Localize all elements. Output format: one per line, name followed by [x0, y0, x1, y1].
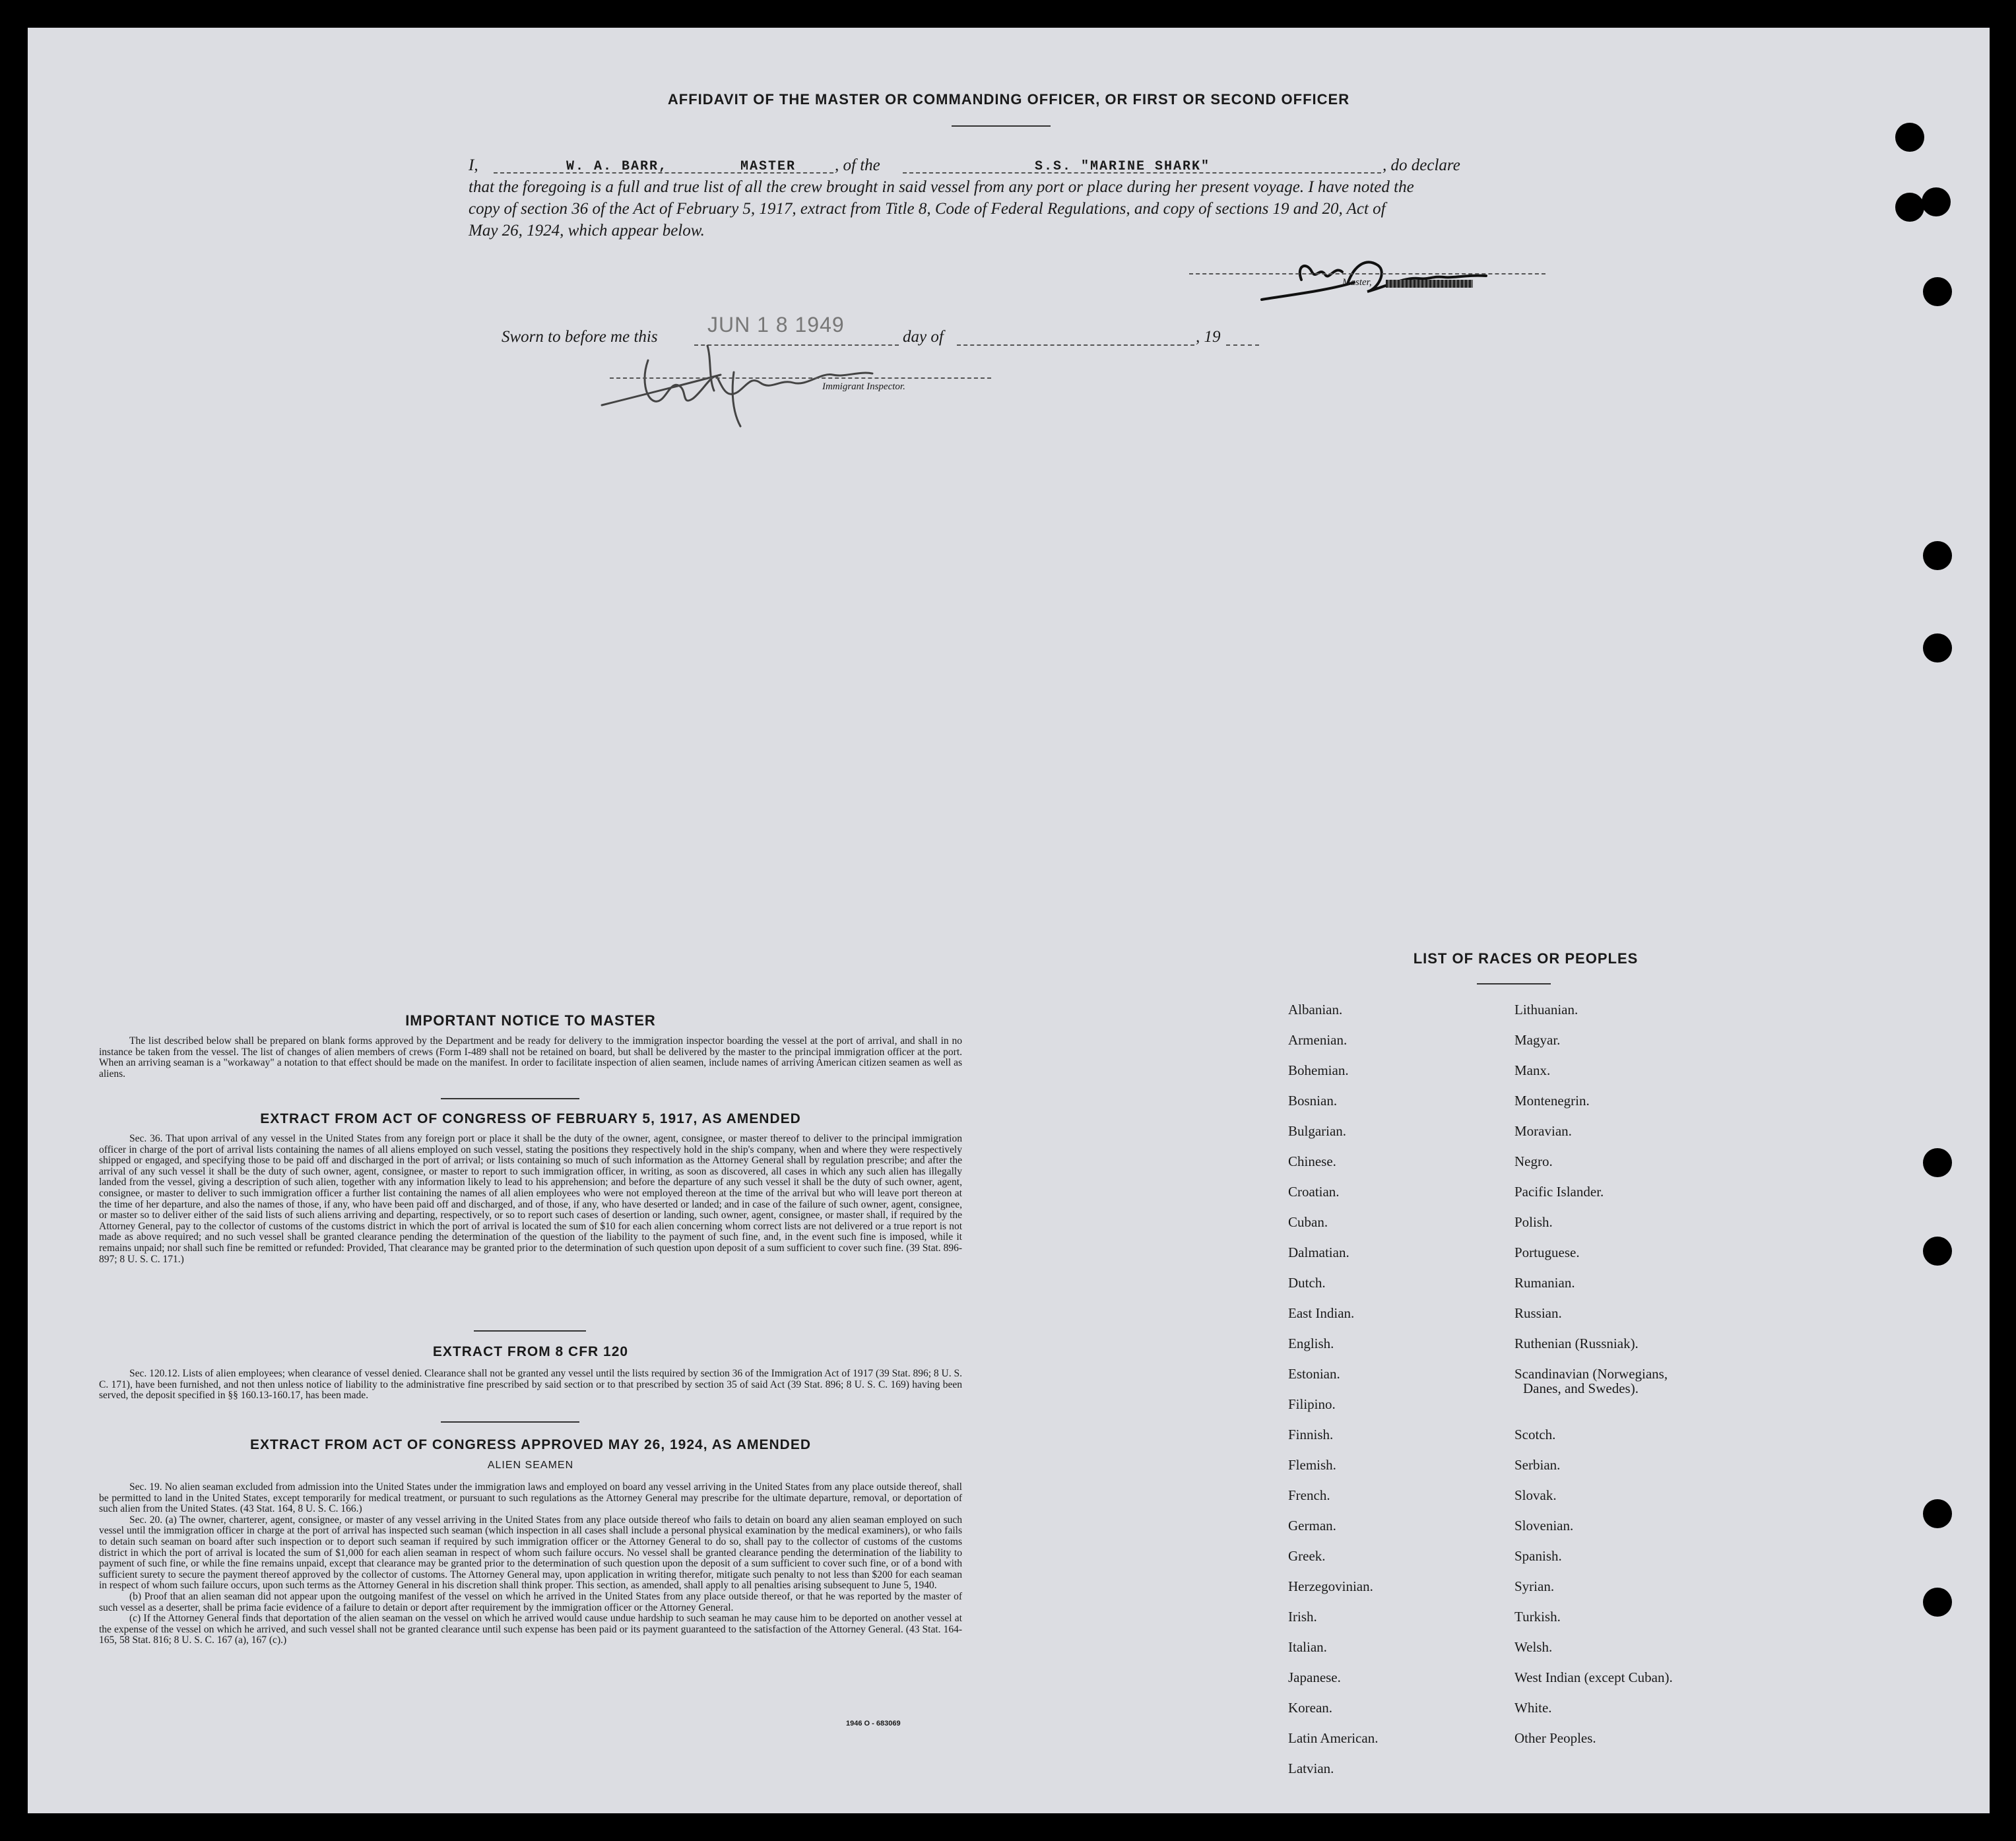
- race-item: Estonian.: [1288, 1366, 1340, 1382]
- race-item: Welsh.: [1514, 1639, 1553, 1655]
- race-item: Scandinavian (Norwegians,: [1514, 1366, 1668, 1382]
- race-item: Slovak.: [1514, 1487, 1557, 1503]
- punch-hole: [1922, 187, 1951, 216]
- punch-hole: [1923, 1148, 1952, 1177]
- race-item: East Indian.: [1288, 1305, 1355, 1321]
- race-item: Rumanian.: [1514, 1275, 1575, 1291]
- document-page: [28, 28, 1990, 1813]
- race-item: Bosnian.: [1288, 1093, 1338, 1109]
- year-blank: [1226, 344, 1259, 346]
- notice-text: The list described below shall be prepared on blank forms approved by the Department and be ready for delivery to the immigration inspector boarding the vessel at the port of arrival, and shall in no instance be taken from the vessel. The list of changes of alien members of crews (Form I-489 shall not be retained on board, but shall be delivered by the master to the principal immigration officer at the port. When an arriving seaman is a "workaway" a notation to that effect should be made on the manifest. In order to facilitate inspection of alien seamen, include names of arriving American citizen seamen as well as aliens.: [99, 1035, 962, 1080]
- extract-cfr-body: [99, 1369, 962, 1402]
- punch-hole: [1895, 193, 1924, 222]
- race-item: Turkish.: [1514, 1609, 1561, 1625]
- master-rank: MASTER: [740, 159, 797, 174]
- notice-body: [99, 1036, 962, 1080]
- race-item: Ruthenian (Russniak).: [1514, 1336, 1639, 1351]
- race-item: Dutch.: [1288, 1275, 1326, 1291]
- extract-cfr-text: Sec. 120.12. Lists of alien employees; when clearance of vessel denied. Clearance shall not be granted any vessel until the lists required by section 36 of the Immigration Act of 1917 (39 Stat. 896; 8 U. S. C. 171), have been furnished, and not then unless notice of liability to the administrative fine prescribed by said section or to that prescribed by section 35 of said Act (39 Stat. 896; 8 U. S. C. 169) having been served, the deposit specified in §§ 160.13-160.17, has been made.: [99, 1368, 962, 1402]
- section-divider: [441, 1421, 579, 1423]
- race-item: Portuguese.: [1514, 1244, 1580, 1260]
- race-item: Japanese.: [1288, 1669, 1341, 1685]
- race-item: Russian.: [1514, 1305, 1562, 1321]
- extract-1924-title: EXTRACT FROM ACT OF CONGRESS APPROVED MAY 26, 1924, AS AMENDED: [249, 1437, 812, 1452]
- sworn-label: Sworn to before me this: [502, 328, 658, 346]
- day-of-label: day of: [903, 328, 944, 346]
- date-stamp: JUN 1 8 1949: [707, 313, 845, 337]
- extract-1917-text: Sec. 36. That upon arrival of any vessel in the United States from any foreign port or place it shall be the duty of the owner, agent, consignee, or master thereof to deliver to the principal immigration officer in charge of the port of arrival lists containing the names of all aliens employed on such vessel, stating the positions they respectively hold in the ship's company, when and where they were respectively shipped or engaged, and specifying those to be paid off and discharged in the port of arrival; or lists containing so much of such information as the Attorney General shall by regulation prescribe; and after the arrival of any such vessel it shall be the duty of such owner, agent, consignee, or master to report to such immigration officer, in writing, as soon as discovered, all cases in which any such alien has illegally landed from the vessel, giving a description of such alien, together with any information likely to lead to his apprehension; and before the departure of any such vessel it shall be the duty of such owner, agent, consignee, or master to deliver to such immigration officer a further list containing the names of all alien employees who were not employed thereon at the time of the arrival but who will leave port thereon at the time of her departure, and also the names of those, if any, who have been paid off and discharged, and of those, if any, who have deserted or landed; and in case of the failure of such owner, agent, consignee, or master so to deliver either of the said lists of such aliens arriving and departing, respectively, or so to report such cases of desertion or landing, such owner, agent, consignee, or master shall, if required by the Attorney General, pay to the collector of customs of the customs district in which the port of arrival is located the sum of $10 for each alien concerning whom correct lists are not delivered or a true report is not made as above required; and no such vessel shall be granted clearance pending the determination of the question of the liability to the payment of such fine, and, in the event such fine is imposed, while it remains unpaid; nor shall such fine be remitted or refunded: Provided, That clearance may be granted prior to the determination of such question upon deposit of a sum sufficient to cover such fine. (39 Stat. 896-897; 8 U. S. C. 171.): [99, 1133, 962, 1265]
- month-blank: [957, 344, 1194, 346]
- race-item: Serbian.: [1514, 1457, 1561, 1473]
- sec-20a-text: Sec. 20. (a) The owner, charterer, agent, consignee, or master of any vessel arriving in the United States from any place outside thereof who fails to detain on board any alien seaman employed on such vessel until the immigration officer in charge at the port of arrival has inspected such seaman (which inspection in all cases shall include a personal physical examination by the medical examiners), or who fails to detain such seaman on board after such inspection or to deport such seaman if required by such immigration officer or the Attorney General to do so, shall pay to the collector of customs of the customs district in which the port of arrival is located the sum of $1,000 for each alien seaman in respect of whom such failure occurs. No vessel shall be granted clearance pending the determination of the liability to payment of such fine, or while the fine remains unpaid, except that clearance may be granted prior to the determination of such question upon the deposit of a sum sufficient to cover such fine, or of a bond with sufficient surety to secure the payment thereof approved by the collector of customs. The Attorney General may, upon application in writing therefor, mitigate such penalty to not less than $200 for each seaman in respect of whom such failure occurs, upon such terms as the Attorney General in his discretion shall think proper. This section, as amended, shall apply to all penalties arising subsequent to June 5, 1940.: [99, 1514, 962, 1592]
- race-item: Magyar.: [1514, 1032, 1561, 1048]
- race-item: Cuban.: [1288, 1214, 1328, 1230]
- sec-20c-text: (c) If the Attorney General finds that deportation of the alien seaman on the vessel on which he arrived would cause undue hardship to such seaman he may cause him to be deported on another vessel at the expense of the vessel on which he arrived, and such vessel shall not be granted clearance until such expense has been paid or its payment guaranteed to the satisfaction of the Attorney General. (43 Stat. 164-165, 58 Stat. 816; 8 U. S. C. 167 (a), 167 (c).): [99, 1613, 962, 1646]
- race-item: Dalmatian.: [1288, 1244, 1349, 1260]
- race-item: Lithuanian.: [1514, 1002, 1578, 1017]
- struck-text: [1386, 280, 1473, 288]
- race-item: Greek.: [1288, 1548, 1326, 1564]
- do-declare-label: , do declare: [1382, 156, 1460, 174]
- race-item: Spanish.: [1514, 1548, 1562, 1564]
- declaration-line-3: copy of section 36 of the Act of February 5, 1917, extract from Title 8, Code of Federal Regulations, and copy of sections 19 and 20, Act of: [469, 200, 1386, 218]
- race-item: Scotch.: [1514, 1427, 1556, 1442]
- punch-hole: [1895, 123, 1924, 152]
- print-code: 1946 O - 683069: [846, 1720, 901, 1728]
- sec-20b-text: (b) Proof that an alien seaman did not appear upon the outgoing manifest of the vessel on which he arrived in the United States from any place outside thereof, or that he was reported by the master of such vessel as a deserter, shall be prima facie evidence of a failure to detain or deport after requirement by the immigration officer or the Attorney General.: [99, 1590, 962, 1613]
- master-caption: Master,: [1342, 277, 1372, 288]
- race-item: Polish.: [1514, 1214, 1553, 1230]
- race-item: Croatian.: [1288, 1184, 1340, 1200]
- sec-19-text: Sec. 19. No alien seaman excluded from admission into the United States under the immigration laws and employed on board any vessel arriving in the United States from any place outside thereof, shall be permitted to land in the United States, except temporarily for medical treatment, or pursuant to such regulations as the Attorney General may prescribe for the ultimate departure, removal, or deportation of such alien from the United States. (43 Stat. 164, 8 U. S. C. 166.): [99, 1481, 962, 1515]
- inspector-signature-line: [610, 377, 991, 379]
- punch-hole: [1923, 633, 1952, 662]
- vessel-name: S.S. "MARINE SHARK": [1035, 159, 1211, 174]
- race-item: White.: [1514, 1700, 1552, 1716]
- race-item: German.: [1288, 1518, 1336, 1534]
- race-item: Italian.: [1288, 1639, 1327, 1655]
- extract-1917-title: EXTRACT FROM ACT OF CONGRESS OF FEBRUARY 5, 1917, AS AMENDED: [260, 1111, 801, 1126]
- race-item: Irish.: [1288, 1609, 1317, 1625]
- of-the-label: , of the: [835, 156, 880, 174]
- punch-hole: [1923, 1499, 1952, 1528]
- year-prefix: , 19: [1196, 328, 1221, 346]
- race-item: Manx.: [1514, 1062, 1551, 1078]
- race-item: Flemish.: [1288, 1457, 1336, 1473]
- declaration-line-2: that the foregoing is a full and true list of all the crew brought in said vessel from any port or place during her present voyage. I have noted the: [469, 178, 1414, 196]
- section-divider: [441, 1098, 579, 1099]
- race-item: Slovenian.: [1514, 1518, 1574, 1534]
- extract-cfr-title: EXTRACT FROM 8 CFR 120: [432, 1344, 629, 1359]
- race-item: Armenian.: [1288, 1032, 1348, 1048]
- title-underline: [952, 125, 1051, 127]
- race-item: French.: [1288, 1487, 1330, 1503]
- race-item: Chinese.: [1288, 1153, 1336, 1169]
- race-item: Finnish.: [1288, 1427, 1334, 1442]
- race-item: Herzegovinian.: [1288, 1578, 1373, 1594]
- race-item: West Indian (except Cuban).: [1514, 1669, 1673, 1685]
- race-item: Latin American.: [1288, 1730, 1379, 1746]
- race-item: Pacific Islander.: [1514, 1184, 1604, 1200]
- section-divider: [474, 1330, 586, 1332]
- race-item: Korean.: [1288, 1700, 1333, 1716]
- punch-hole: [1923, 541, 1952, 570]
- race-item: Negro.: [1514, 1153, 1553, 1169]
- punch-hole: [1923, 277, 1952, 306]
- master-name: W. A. BARR,: [566, 159, 668, 174]
- race-item: Bohemian.: [1288, 1062, 1349, 1078]
- master-signature: [1255, 239, 1532, 311]
- notice-title: IMPORTANT NOTICE TO MASTER: [405, 1012, 656, 1029]
- extract-1924-body: [99, 1482, 962, 1646]
- race-item: Syrian.: [1514, 1578, 1555, 1594]
- race-item: Other Peoples.: [1514, 1730, 1596, 1746]
- race-item: Montenegrin.: [1514, 1093, 1590, 1109]
- punch-hole: [1923, 1588, 1952, 1617]
- races-title: LIST OF RACES OR PEOPLES: [1413, 950, 1639, 967]
- race-item: Filipino.: [1288, 1396, 1336, 1412]
- affidavit-title: AFFIDAVIT OF THE MASTER OR COMMANDING OFFICER, OR FIRST OR SECOND OFFICER: [667, 91, 1350, 108]
- extract-1917-body: [99, 1134, 962, 1265]
- races-title-underline: [1477, 983, 1551, 985]
- declaration-line-1: [469, 154, 1590, 177]
- race-item: Danes, and Swedes).: [1523, 1380, 1639, 1396]
- race-item: Latvian.: [1288, 1760, 1334, 1776]
- extract-1924-subtitle: ALIEN SEAMEN: [487, 1460, 574, 1471]
- race-item: Bulgarian.: [1288, 1123, 1347, 1139]
- i-label: I,: [469, 156, 478, 174]
- master-signature-line: [1189, 273, 1545, 275]
- race-item: English.: [1288, 1336, 1334, 1351]
- race-item: Albanian.: [1288, 1002, 1343, 1017]
- race-item: Moravian.: [1514, 1123, 1572, 1139]
- punch-hole: [1923, 1237, 1952, 1266]
- inspector-caption: Immigrant Inspector.: [822, 381, 905, 392]
- declaration-line-4: May 26, 1924, which appear below.: [469, 222, 705, 240]
